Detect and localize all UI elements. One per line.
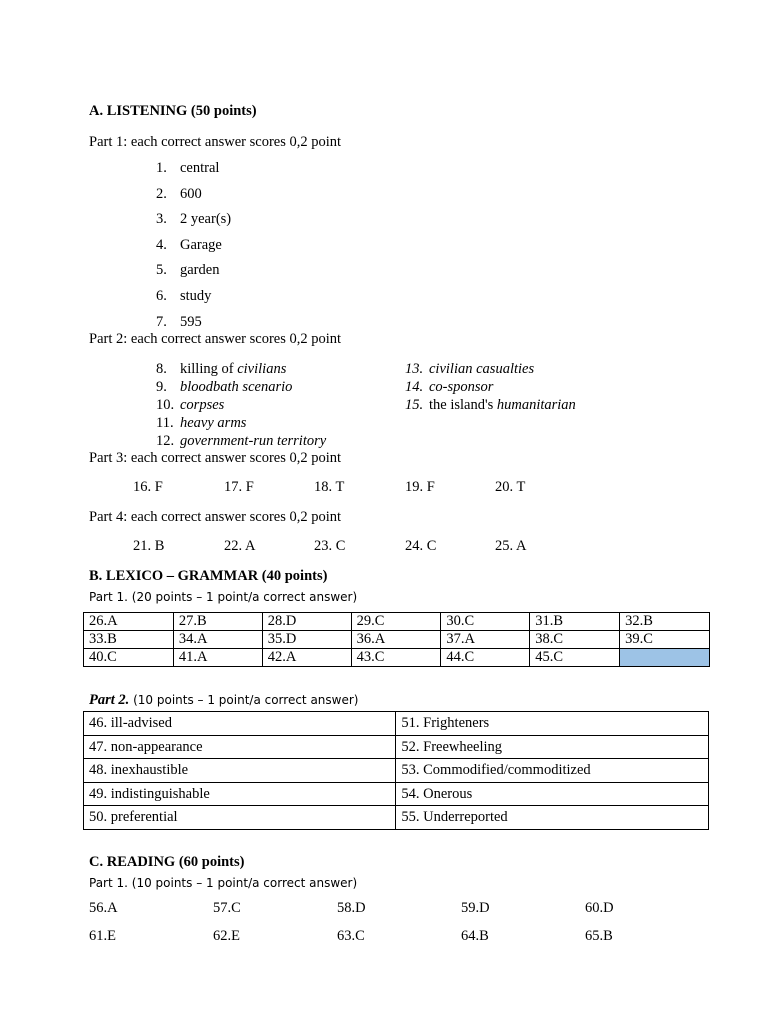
answer-item: 56.A (89, 900, 118, 916)
list-item-italic: humanitarian (496, 397, 576, 413)
list-item-number: 5. (156, 262, 167, 278)
answer-item: 21. B (133, 538, 165, 554)
part4-intro: Part 4: each correct answer scores 0,2 point (89, 509, 342, 525)
list-item-text: study (180, 288, 212, 304)
table-row (84, 712, 709, 736)
lexico-part1-table (83, 612, 710, 667)
reading-part1-title: Part 1. (10 points – 1 point/a correct answer) (89, 876, 358, 890)
table-cell: 28.D (262, 613, 351, 631)
table-cell: 53. Commodified/commoditized (396, 759, 709, 783)
table-cell: 37.A (441, 631, 530, 649)
table-cell: 52. Freewheeling (396, 735, 709, 759)
part1-intro: Part 1: each correct answer scores 0,2 point (89, 134, 342, 150)
list-item-number: 6. (156, 288, 167, 304)
list-item-text: central (180, 160, 220, 176)
list-item-number: 9. (156, 379, 167, 395)
table-cell: 34.A (173, 631, 262, 649)
table-cell: 42.A (262, 649, 351, 667)
list-item-text: 600 (180, 186, 202, 202)
list-item-italic: co-sponsor (429, 379, 494, 395)
table-cell: 35.D (262, 631, 351, 649)
table-cell: 46. ill-advised (84, 712, 396, 736)
table-cell: 45.C (530, 649, 620, 667)
list-item-number: 4. (156, 237, 167, 253)
answer-item: 18. T (314, 479, 345, 495)
list-item-italic: bloodbath scenario (180, 379, 293, 395)
table-cell: 33.B (84, 631, 174, 649)
list-item-number: 14. (405, 379, 424, 395)
table-cell: 50. preferential (84, 806, 396, 830)
table-cell: 47. non-appearance (84, 735, 396, 759)
list-item-text (429, 397, 576, 414)
table-cell: 30.C (441, 613, 530, 631)
table-cell: 26.A (84, 613, 174, 631)
table-cell: 27.B (173, 613, 262, 631)
table-row (84, 782, 709, 806)
table-cell: 31.B (530, 613, 620, 631)
list-item-text (180, 361, 286, 378)
answer-item: 17. F (224, 479, 254, 495)
answer-item: 58.D (337, 900, 366, 916)
answer-item: 20. T (495, 479, 526, 495)
list-item-number: 3. (156, 211, 167, 227)
table-cell: 36.A (351, 631, 441, 649)
list-item-italic: civilian casualties (429, 361, 535, 377)
list-item-text (429, 361, 534, 378)
table-cell: 32.B (620, 613, 710, 631)
list-item-italic: civilians (237, 361, 287, 377)
list-item-text (180, 397, 224, 414)
table-cell: 51. Frighteners (396, 712, 709, 736)
table-cell: 40.C (84, 649, 174, 667)
table-row (84, 649, 710, 667)
answer-item: 63.C (337, 928, 365, 944)
table-cell: 55. Underreported (396, 806, 709, 830)
list-item-text: garden (180, 262, 220, 278)
list-item-text: 2 year(s) (180, 211, 232, 227)
list-item-number: 13. (405, 361, 424, 377)
section-heading-lexico-grammar: B. LEXICO – GRAMMAR (40 points) (89, 568, 328, 584)
part3-intro: Part 3: each correct answer scores 0,2 point (89, 450, 342, 466)
list-item-text: Garage (180, 237, 222, 253)
answer-item: 61.E (89, 928, 116, 944)
table-row (84, 806, 709, 830)
part-points: (10 points – 1 point/a correct answer) (129, 693, 359, 707)
list-item-italic: government-run territory (180, 433, 327, 449)
table-cell: 38.C (530, 631, 620, 649)
answer-item: 65.B (585, 928, 613, 944)
answer-item: 62.E (213, 928, 240, 944)
list-item-number: 2. (156, 186, 167, 202)
list-item-text (180, 433, 326, 450)
table-row (84, 613, 710, 631)
list-item-number: 15. (405, 397, 424, 413)
table-cell: 49. indistinguishable (84, 782, 396, 806)
table-cell: 54. Onerous (396, 782, 709, 806)
table-cell: 43.C (351, 649, 441, 667)
table-cell-shaded (620, 649, 710, 667)
list-item-number: 8. (156, 361, 167, 377)
table-cell: 41.A (173, 649, 262, 667)
answer-item: 25. A (495, 538, 527, 554)
answer-item: 59.D (461, 900, 490, 916)
table-cell: 29.C (351, 613, 441, 631)
list-item-number: 12. (156, 433, 175, 449)
list-item-number: 10. (156, 397, 175, 413)
part2-intro: Part 2: each correct answer scores 0,2 point (89, 331, 342, 347)
section-heading-reading: C. READING (60 points) (89, 854, 245, 870)
part-label: Part 2. (89, 692, 130, 708)
list-item-text (180, 415, 246, 432)
answer-item: 57.C (213, 900, 241, 916)
answer-item: 64.B (461, 928, 489, 944)
list-item-text (429, 379, 493, 396)
table-row (84, 735, 709, 759)
lexico-part1-title: Part 1. (20 points – 1 point/a correct answer) (89, 590, 358, 604)
table-row (84, 759, 709, 783)
lexico-part2-table (83, 711, 709, 830)
lexico-part2-title (89, 692, 358, 709)
list-item-number: 11. (156, 415, 174, 431)
answer-item: 60.D (585, 900, 614, 916)
answer-item: 16. F (133, 479, 163, 495)
list-item-number: 7. (156, 314, 167, 330)
list-item-text (180, 379, 292, 396)
answer-item: 23. C (314, 538, 346, 554)
answer-item: 19. F (405, 479, 435, 495)
list-item-number: 1. (156, 160, 167, 176)
answer-item: 22. A (224, 538, 256, 554)
answer-item: 24. C (405, 538, 437, 554)
table-row (84, 631, 710, 649)
section-heading-listening: A. LISTENING (50 points) (89, 103, 257, 119)
list-item-text: 595 (180, 314, 202, 330)
list-item-plain: the island's (429, 397, 497, 413)
list-item-italic: corpses (180, 397, 225, 413)
list-item-plain: killing of (180, 361, 238, 377)
table-cell: 48. inexhaustible (84, 759, 396, 783)
list-item-italic: heavy arms (180, 415, 247, 431)
table-cell: 39.C (620, 631, 710, 649)
table-cell: 44.C (441, 649, 530, 667)
